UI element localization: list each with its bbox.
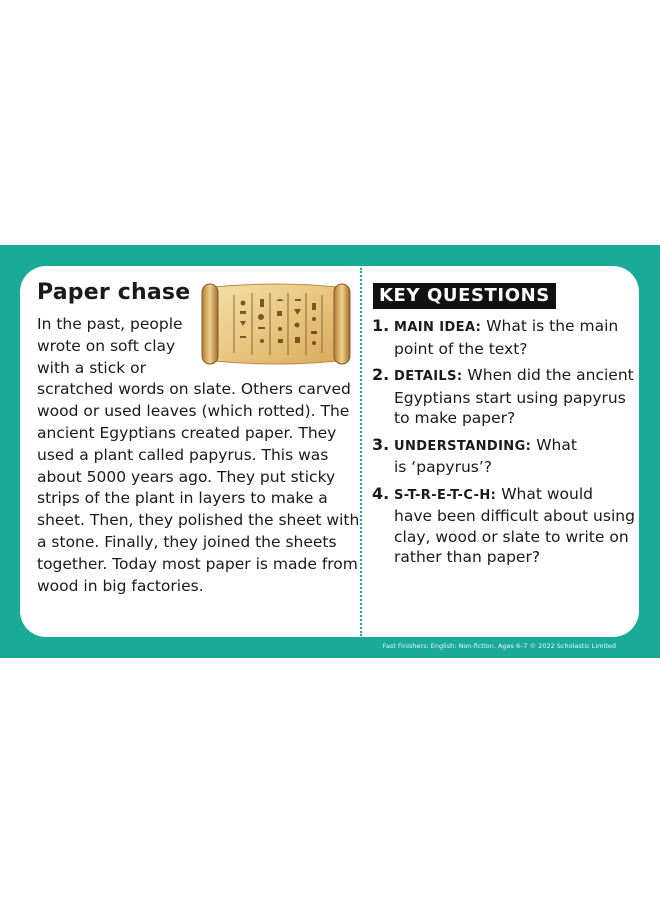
passage-line: scratched words on slate. Others carved bbox=[37, 380, 351, 399]
question-text: What would bbox=[501, 484, 593, 503]
card-title: Paper chase bbox=[37, 280, 191, 305]
dotted-divider bbox=[360, 268, 362, 636]
question-label: DETAILS: bbox=[394, 369, 463, 384]
question-text: rather than paper? bbox=[394, 548, 541, 566]
passage-line: a stone. Finally, they joined the sheets bbox=[37, 532, 337, 551]
passage-line: together. Today most paper is made from bbox=[37, 554, 358, 573]
passage-line: strips of the plant in layers to make a bbox=[37, 489, 328, 508]
question-text: What bbox=[536, 435, 577, 454]
passage-line: In the past, people bbox=[37, 315, 183, 333]
question-number: 1. bbox=[372, 316, 390, 335]
passage-line: wrote on soft clay bbox=[37, 336, 176, 355]
papyrus-scroll-icon bbox=[200, 281, 352, 367]
question-text: When did the ancient bbox=[467, 366, 634, 384]
question-number: 2. bbox=[372, 365, 390, 384]
questions-list bbox=[372, 316, 635, 574]
passage-line: wood or used leaves (which rotted). The bbox=[37, 402, 350, 421]
question-item bbox=[372, 365, 632, 429]
question-label: UNDERSTANDING: bbox=[394, 438, 532, 454]
question-item bbox=[372, 483, 635, 568]
key-questions-header: KEY QUESTIONS bbox=[373, 283, 556, 309]
question-number: 4. bbox=[372, 483, 390, 503]
question-text: is ‘papyrus’? bbox=[394, 458, 493, 476]
question-item bbox=[372, 435, 632, 478]
passage-line: with a stick or bbox=[37, 358, 146, 377]
copyright-footer: Fast Finishers: English: Non-fiction, Ages 6–7 © 2022 Scholastic Limited bbox=[382, 642, 616, 650]
question-text: have been difficult about using bbox=[394, 507, 635, 525]
question-number: 3. bbox=[372, 434, 390, 454]
question-item bbox=[372, 316, 632, 359]
passage-line: sheet. Then, they polished the sheet with bbox=[37, 511, 360, 530]
passage-line: ancient Egyptians created paper. They bbox=[37, 423, 337, 442]
passage-line: used a plant called papyrus. This was bbox=[37, 445, 329, 464]
question-label: MAIN IDEA: bbox=[394, 320, 482, 335]
question-text: to make paper? bbox=[394, 409, 516, 427]
question-text: Egyptians start using papyrus bbox=[394, 388, 626, 407]
question-text: point of the text? bbox=[394, 339, 528, 358]
passage-line: wood in big factories. bbox=[37, 576, 204, 595]
question-text: clay, wood or slate to write on bbox=[394, 527, 629, 546]
passage-line: about 5000 years ago. They put sticky bbox=[37, 467, 336, 486]
question-label: S-T-R-E-T-C-H: bbox=[394, 487, 497, 503]
question-text: What is the main bbox=[486, 317, 619, 335]
